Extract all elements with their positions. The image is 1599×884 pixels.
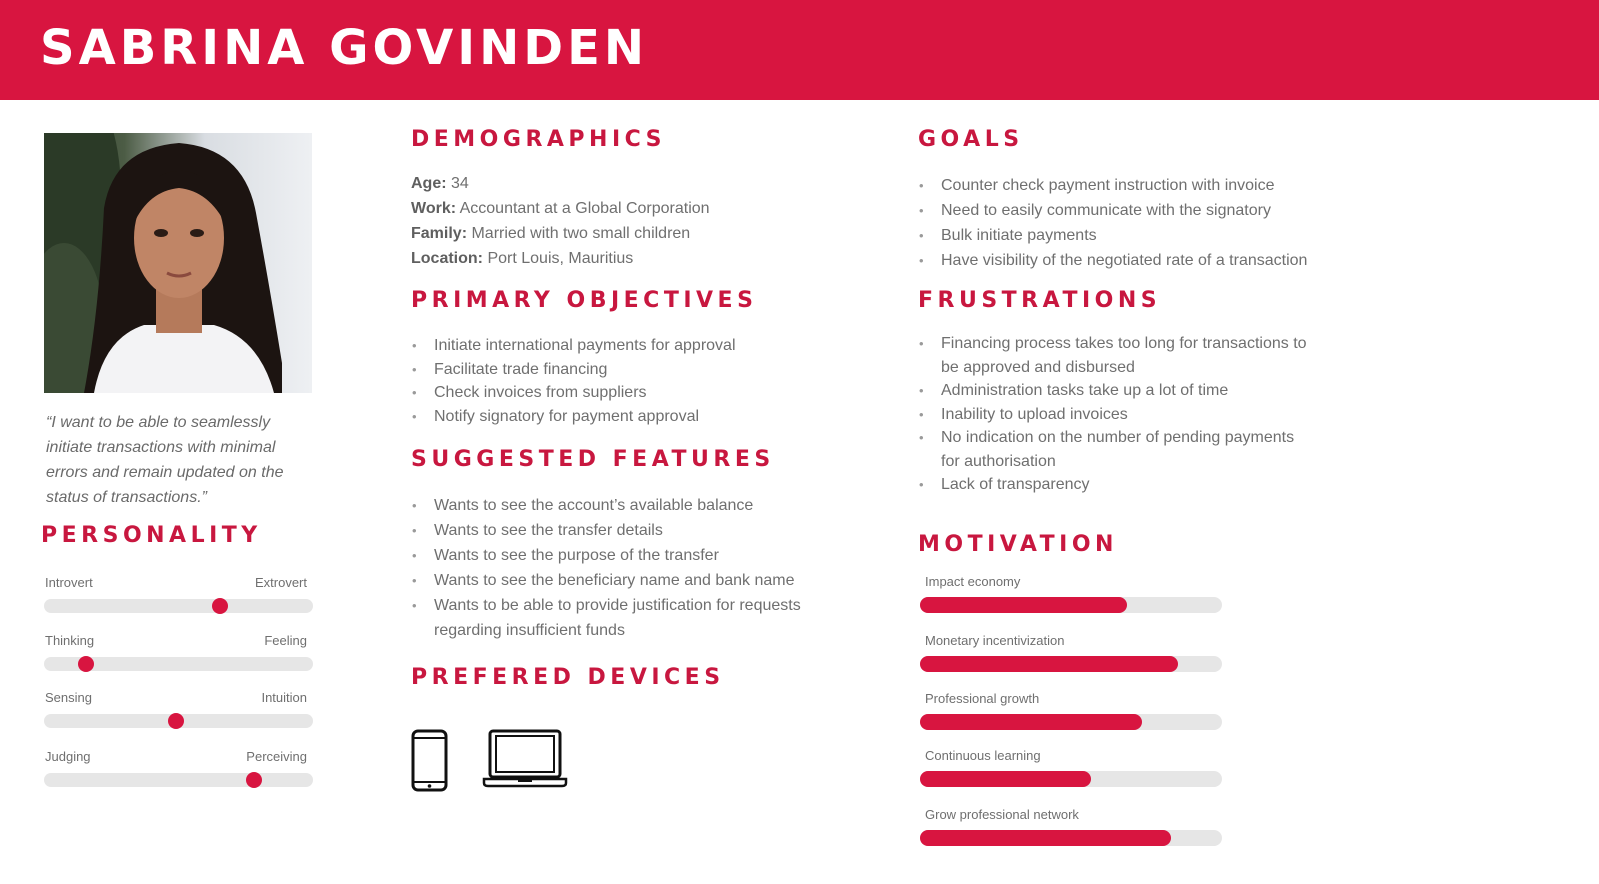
motivation-fill <box>920 597 1127 613</box>
scale-left-label: Judging <box>45 749 91 764</box>
list-item: • Wants to see the beneficiary name and bank name <box>411 568 836 593</box>
age-label: Age: <box>411 175 447 192</box>
goals-title: GOALS <box>918 127 1024 152</box>
motivation-track <box>920 771 1222 787</box>
list-item: • No indication on the number of pending payments for authorisation <box>918 426 1308 473</box>
list-item: • Wants to see the purpose of the transfer <box>411 543 836 568</box>
motivation-bar <box>920 574 1222 619</box>
family-label: Family: <box>411 225 468 242</box>
motivation-track <box>920 597 1222 613</box>
primary-objectives-list <box>411 334 831 428</box>
demographics-list <box>411 171 831 271</box>
motivation-bar <box>920 748 1222 793</box>
motivation-label: Grow professional network <box>925 807 1079 822</box>
motivation-label: Impact economy <box>925 574 1021 589</box>
scale-marker <box>168 713 184 729</box>
scale-right-label: Intuition <box>261 690 307 705</box>
personality-title: PERSONALITY <box>41 523 262 548</box>
motivation-fill <box>920 656 1178 672</box>
location-label: Location: <box>411 250 483 267</box>
frustrations-list <box>918 332 1308 497</box>
list-item: • Lack of transparency <box>918 473 1308 497</box>
motivation-title: MOTIVATION <box>918 532 1118 557</box>
demographics-family <box>411 221 831 246</box>
scale-left-label: Thinking <box>45 633 95 648</box>
list-item: • Check invoices from suppliers <box>411 381 831 405</box>
scale-left-label: Sensing <box>45 690 92 705</box>
primary-objectives-title: PRIMARY OBJECTIVES <box>411 288 758 313</box>
family-value: Married with two small children <box>471 225 691 242</box>
motivation-track <box>920 656 1222 672</box>
list-item: • Counter check payment instruction with invoice <box>918 173 1358 198</box>
list-item: • Need to easily communicate with the signatory <box>918 198 1358 223</box>
personality-scale <box>44 633 313 677</box>
header-banner <box>0 0 1599 100</box>
motivation-label: Professional growth <box>925 691 1040 706</box>
list-item: • Financing process takes too long for transactions to be approved and disbursed <box>918 332 1308 379</box>
demographics-location <box>411 246 831 271</box>
scale-track <box>44 599 313 613</box>
motivation-bar <box>920 807 1222 852</box>
list-item: • Facilitate trade financing <box>411 358 831 382</box>
scale-marker <box>246 772 262 788</box>
scale-marker <box>78 656 94 672</box>
motivation-bar <box>920 691 1222 736</box>
goals-list <box>918 173 1358 273</box>
list-item: • Bulk initiate payments <box>918 223 1358 248</box>
motivation-label: Continuous learning <box>925 748 1041 763</box>
demographics-age <box>411 171 831 196</box>
suggested-features-list <box>411 493 836 643</box>
work-value: Accountant at a Global Corporation <box>459 200 710 217</box>
demographics-work <box>411 196 831 221</box>
list-item: • Wants to be able to provide justification for requests regarding insufficient funds <box>411 593 836 643</box>
list-item: • Wants to see the account’s available balance <box>411 493 836 518</box>
list-item: • Notify signatory for payment approval <box>411 405 831 429</box>
list-item: • Inability to upload invoices <box>918 403 1308 427</box>
persona-name: SABRINA GOVINDEN <box>40 20 649 76</box>
scale-right-label: Extrovert <box>254 575 307 590</box>
list-item: • Have visibility of the negotiated rate of a transaction <box>918 248 1358 273</box>
work-label: Work: <box>411 200 457 217</box>
suggested-features-title: SUGGESTED FEATURES <box>411 447 775 472</box>
frustrations-title: FRUSTRATIONS <box>918 288 1162 313</box>
persona-photo <box>44 133 312 393</box>
scale-left-label: Introvert <box>45 575 93 590</box>
motivation-fill <box>920 830 1171 846</box>
scale-track <box>44 773 313 787</box>
persona-quote: “I want to be able to seamlessly initiate transactions with minimal errors and remain updated on the status of transactions.” <box>46 414 284 506</box>
personality-scale <box>44 575 313 619</box>
laptop-icon <box>482 729 568 789</box>
motivation-track <box>920 714 1222 730</box>
smartphone-icon <box>411 729 451 793</box>
scale-right-label: Perceiving <box>246 749 307 764</box>
motivation-bar <box>920 633 1222 678</box>
personality-scale <box>44 690 313 734</box>
motivation-fill <box>920 771 1091 787</box>
motivation-track <box>920 830 1222 846</box>
preferred-devices-title: PREFERED DEVICES <box>411 665 725 690</box>
motivation-fill <box>920 714 1142 730</box>
motivation-label: Monetary incentivization <box>925 633 1065 648</box>
list-item: • Administration tasks take up a lot of time <box>918 379 1308 403</box>
scale-right-label: Feeling <box>264 633 307 648</box>
list-item: • Wants to see the transfer details <box>411 518 836 543</box>
location-value: Port Louis, Mauritius <box>487 250 634 267</box>
list-item: • Initiate international payments for approval <box>411 334 831 358</box>
age-value: 34 <box>451 175 469 192</box>
personality-scale <box>44 749 313 793</box>
demographics-title: DEMOGRAPHICS <box>411 127 667 152</box>
